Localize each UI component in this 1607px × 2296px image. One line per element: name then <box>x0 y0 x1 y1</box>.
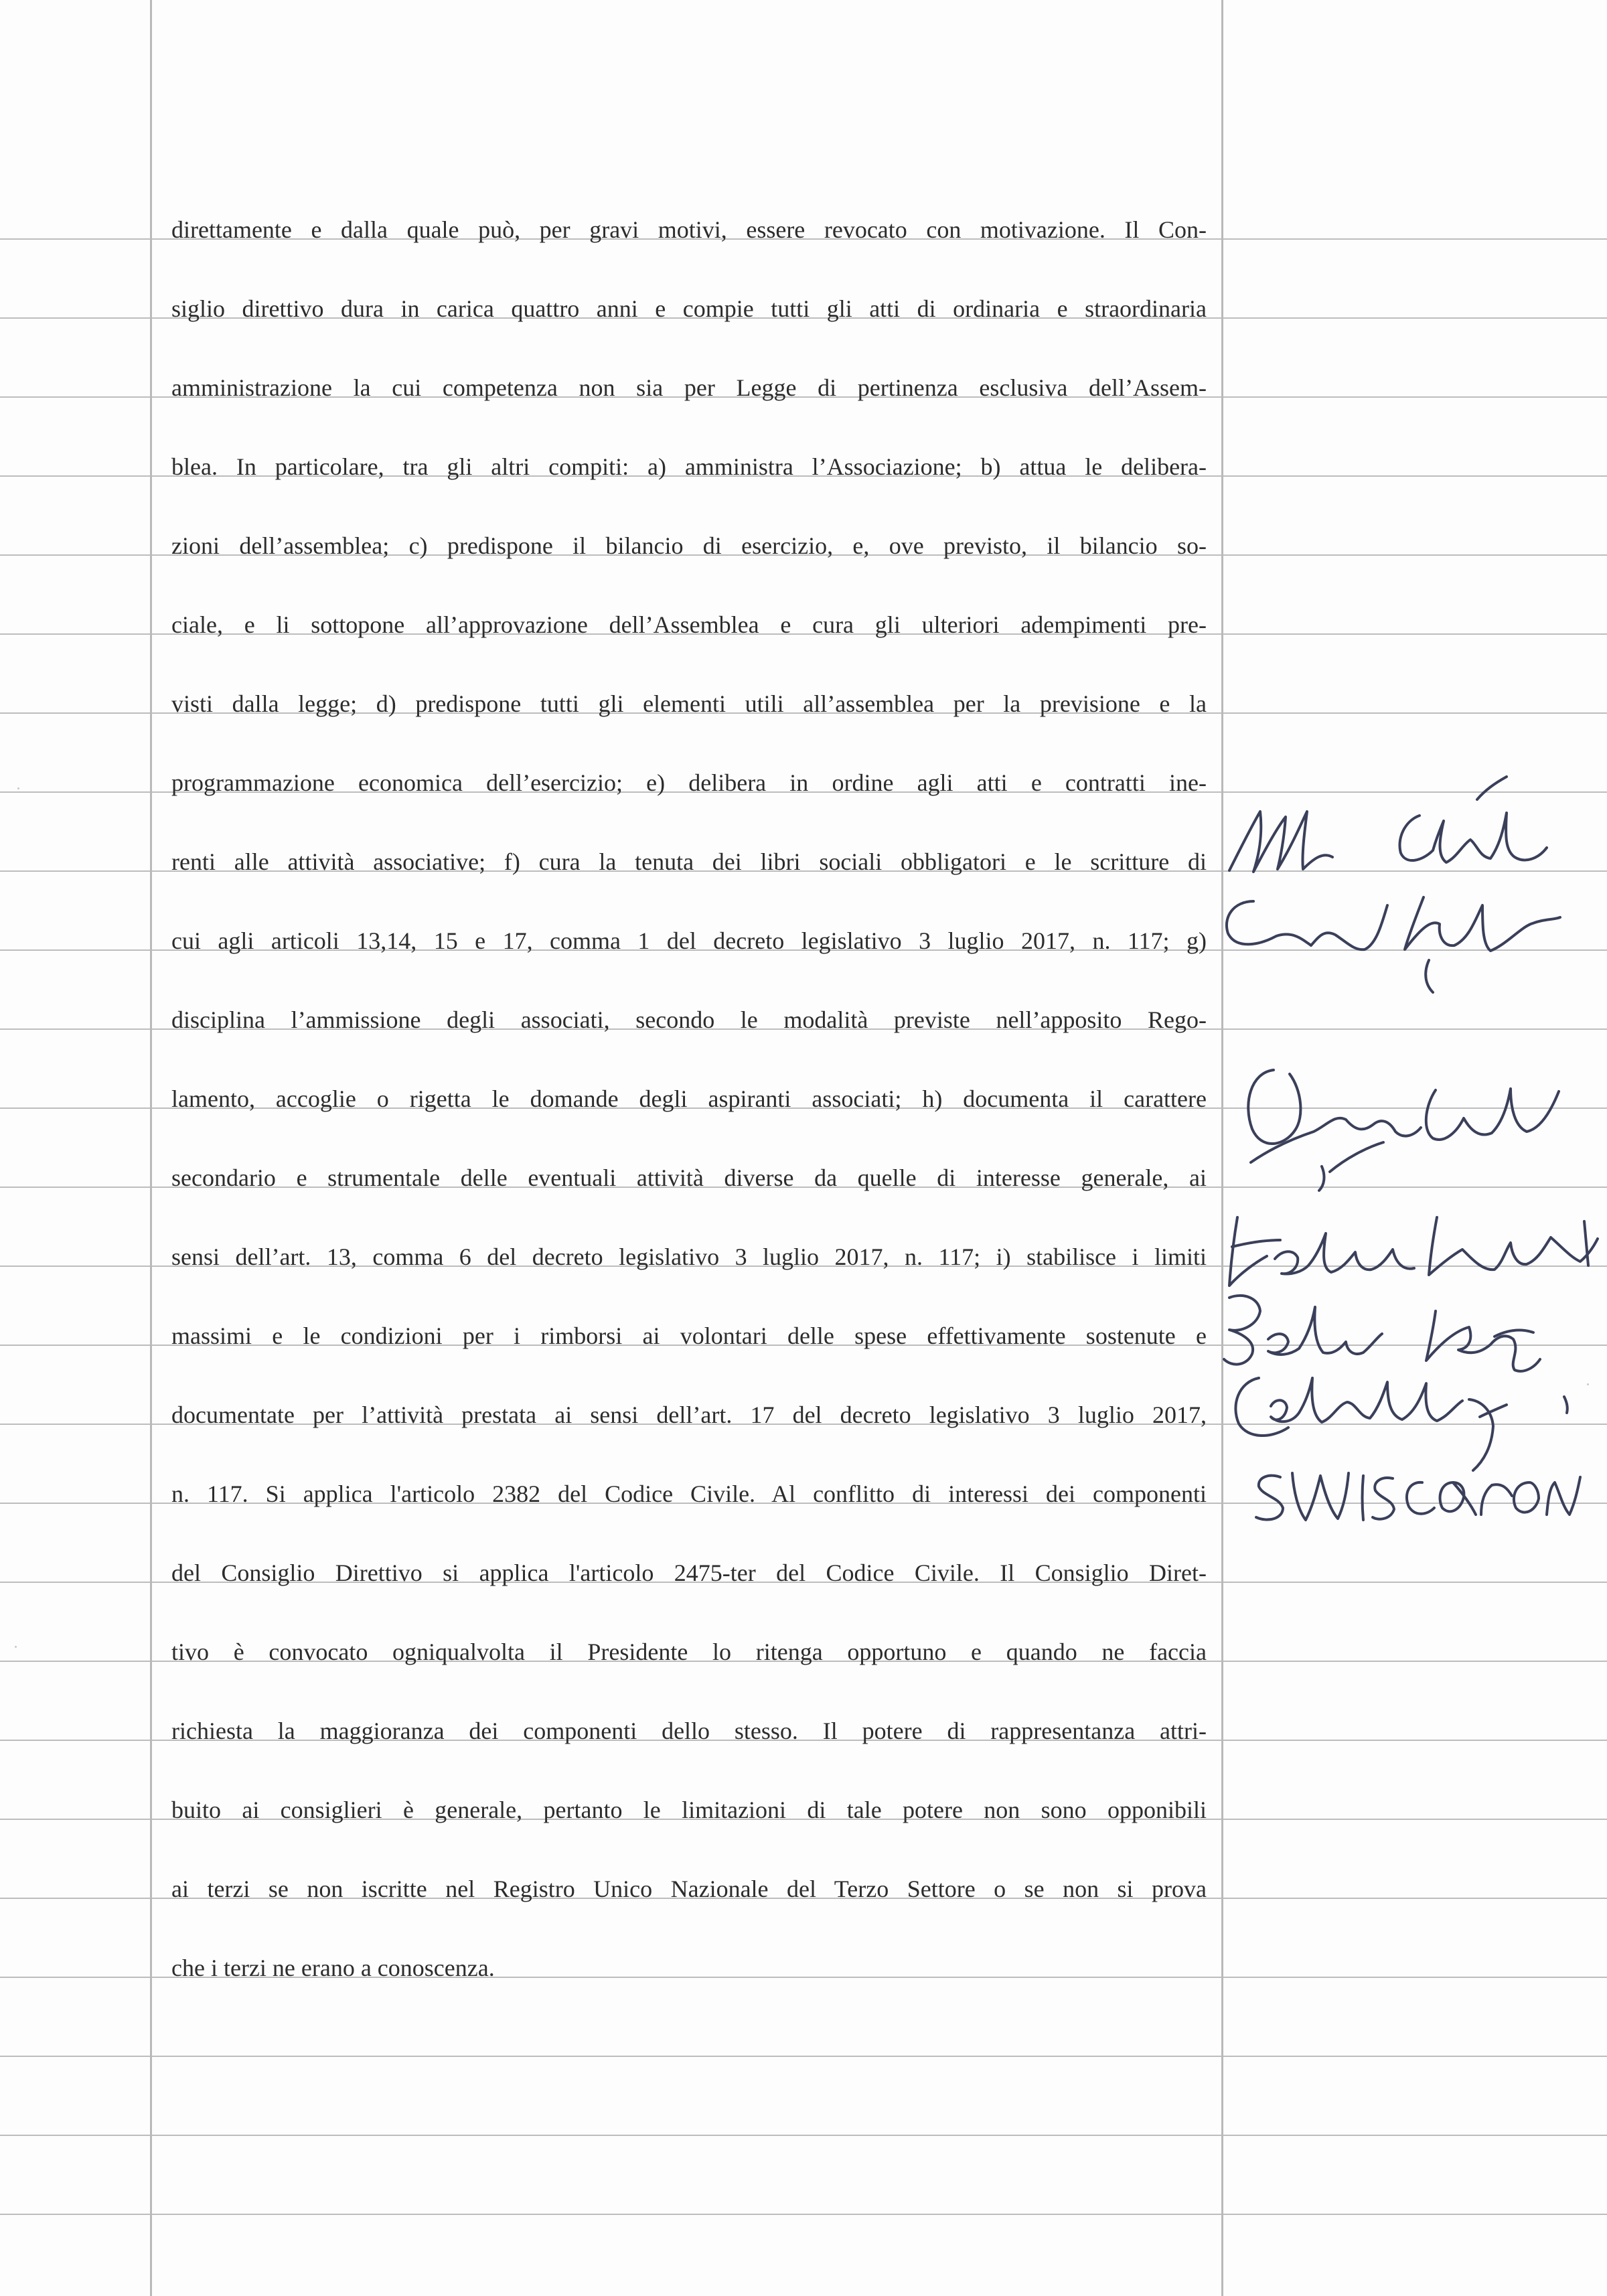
text-line: massimi e le condizioni per i rimborsi ai volontari delle spese effettivamente sostenute e <box>171 1322 1207 1349</box>
ruled-line <box>1223 1819 1607 1820</box>
ruled-line <box>1223 791 1607 793</box>
ruled-line <box>0 791 150 793</box>
ruled-line <box>1223 1582 1607 1583</box>
ruled-line <box>0 238 150 240</box>
signature-5 <box>1224 1296 1540 1371</box>
ruled-line <box>152 2056 1221 2057</box>
ruled-line <box>0 1740 150 1741</box>
text-line: cui agli articoli 13,14, 15 e 17, comma 1 del decreto legislativo 3 luglio 2017, n. 117; g) <box>171 927 1207 954</box>
text-line: secondario e strumentale delle eventuali attività diverse da quelle di interesse generale, ai <box>171 1164 1207 1191</box>
text-line: richiesta la maggioranza dei componenti dello stesso. Il potere di rappresentanza attri- <box>171 1717 1207 1744</box>
ruled-line <box>0 1266 150 1267</box>
text-line: programmazione economica dell’esercizio; e) delibera in ordine agli atti e contratti ine- <box>171 769 1207 796</box>
text-line: sensi dell’art. 13, comma 6 del decreto legislativo 3 luglio 2017, n. 117; i) stabilisce i limiti <box>171 1243 1207 1270</box>
ruled-line <box>1223 475 1607 477</box>
ruled-line <box>0 1028 150 1030</box>
ruled-line <box>0 712 150 714</box>
text-line: renti alle attività associative; f) cura la tenuta dei libri sociali obbligatori e le scritture di <box>171 848 1207 875</box>
scan-speck <box>1587 1383 1589 1385</box>
ruled-line <box>0 554 150 556</box>
ruled-line <box>0 317 150 319</box>
text-line: documentate per l’attività prestata ai sensi dell’art. 17 del decreto legislativo 3 luglio 2017, <box>171 1401 1207 1428</box>
ruled-line <box>0 2135 150 2136</box>
text-line: direttamente e dalla quale può, per gravi motivi, essere revocato con motivazione. Il Con- <box>171 216 1207 243</box>
ruled-line <box>1223 2056 1607 2057</box>
text-line: zioni dell’assemblea; c) predispone il bilancio di esercizio, e, ove previsto, il bilancio so- <box>171 532 1207 559</box>
ruled-line <box>1223 1187 1607 1188</box>
ruled-line <box>1223 238 1607 240</box>
ruled-line <box>0 1503 150 1504</box>
ruled-line <box>0 1977 150 1978</box>
ruled-line <box>1223 1424 1607 1425</box>
ruled-line <box>1223 317 1607 319</box>
text-line: ciale, e li sottopone all’approvazione dell’Assemblea e cura gli ulteriori adempimenti pre- <box>171 611 1207 638</box>
ruled-line <box>0 1424 150 1425</box>
ruled-line <box>1223 1740 1607 1741</box>
ruled-line <box>1223 554 1607 556</box>
ruled-line <box>0 1187 150 1188</box>
ruled-line <box>0 2214 150 2215</box>
ruled-line <box>1223 712 1607 714</box>
ruled-line <box>1223 2214 1607 2215</box>
text-line: disciplina l’ammissione degli associati, secondo le modalità previste nell’apposito Rego- <box>171 1006 1207 1033</box>
text-line: amministrazione la cui competenza non sia per Legge di pertinenza esclusiva dell’Assem- <box>171 374 1207 401</box>
text-line: tivo è convocato ogniqualvolta il Presidente lo ritenga opportuno e quando ne faccia <box>171 1638 1207 1665</box>
text-line: lamento, accoglie o rigetta le domande degli aspiranti associati; h) documenta il carattere <box>171 1085 1207 1112</box>
signature-3 <box>1248 1070 1559 1191</box>
text-line: visti dalla legge; d) predispone tutti gli elementi utili all’assemblea per la previsione e la <box>171 690 1207 717</box>
ruled-line <box>1223 1345 1607 1346</box>
right-margin-rule <box>1221 0 1223 2296</box>
ruled-line <box>0 475 150 477</box>
scan-speck <box>17 787 19 789</box>
ruled-line <box>1223 396 1607 398</box>
ruled-line <box>1223 949 1607 951</box>
ruled-line <box>1223 1898 1607 1899</box>
ruled-line <box>0 1582 150 1583</box>
text-line: ai terzi se non iscritte nel Registro Unico Nazionale del Terzo Settore o se non si prova <box>171 1876 1207 1902</box>
signature-4 <box>1229 1217 1598 1286</box>
signature-7 <box>1256 1473 1580 1520</box>
ruled-line <box>0 870 150 872</box>
ruled-line <box>0 633 150 635</box>
text-line: siglio direttivo dura in carica quattro anni e compie tutti gli atti di ordinaria e straordinaria <box>171 295 1207 322</box>
ruled-line <box>1223 1503 1607 1504</box>
signature-2 <box>1227 897 1560 992</box>
ruled-line <box>0 1107 150 1109</box>
ruled-line <box>1223 1107 1607 1109</box>
ruled-line <box>1223 1266 1607 1267</box>
ruled-line <box>1223 870 1607 872</box>
ruled-line <box>1223 633 1607 635</box>
ruled-line <box>152 2214 1221 2215</box>
text-line: blea. In particolare, tra gli altri compiti: a) amministra l’Associazione; b) attua le delibera- <box>171 453 1207 480</box>
ruled-line <box>0 1345 150 1346</box>
ruled-line <box>0 1661 150 1662</box>
ruled-line <box>0 2056 150 2057</box>
ruled-line <box>1223 1028 1607 1030</box>
text-line: del Consiglio Direttivo si applica l'articolo 2475-ter del Codice Civile. Il Consiglio Diret- <box>171 1559 1207 1586</box>
ruled-line <box>1223 1661 1607 1662</box>
text-line: buito ai consiglieri è generale, pertanto le limitazioni di tale potere non sono opponibili <box>171 1796 1207 1823</box>
ruled-line <box>1223 1977 1607 1978</box>
left-margin-rule <box>150 0 152 2296</box>
ruled-line <box>1223 2135 1607 2136</box>
ruled-line <box>0 1819 150 1820</box>
ruled-line <box>0 949 150 951</box>
scan-speck <box>15 1646 17 1648</box>
ruled-line <box>152 2135 1221 2136</box>
ruled-line <box>0 1898 150 1899</box>
text-line: che i terzi ne erano a conoscenza. <box>171 1955 495 1981</box>
ruled-line <box>0 396 150 398</box>
text-line: n. 117. Si applica l'articolo 2382 del Codice Civile. Al conflitto di interessi dei componenti <box>171 1480 1207 1507</box>
